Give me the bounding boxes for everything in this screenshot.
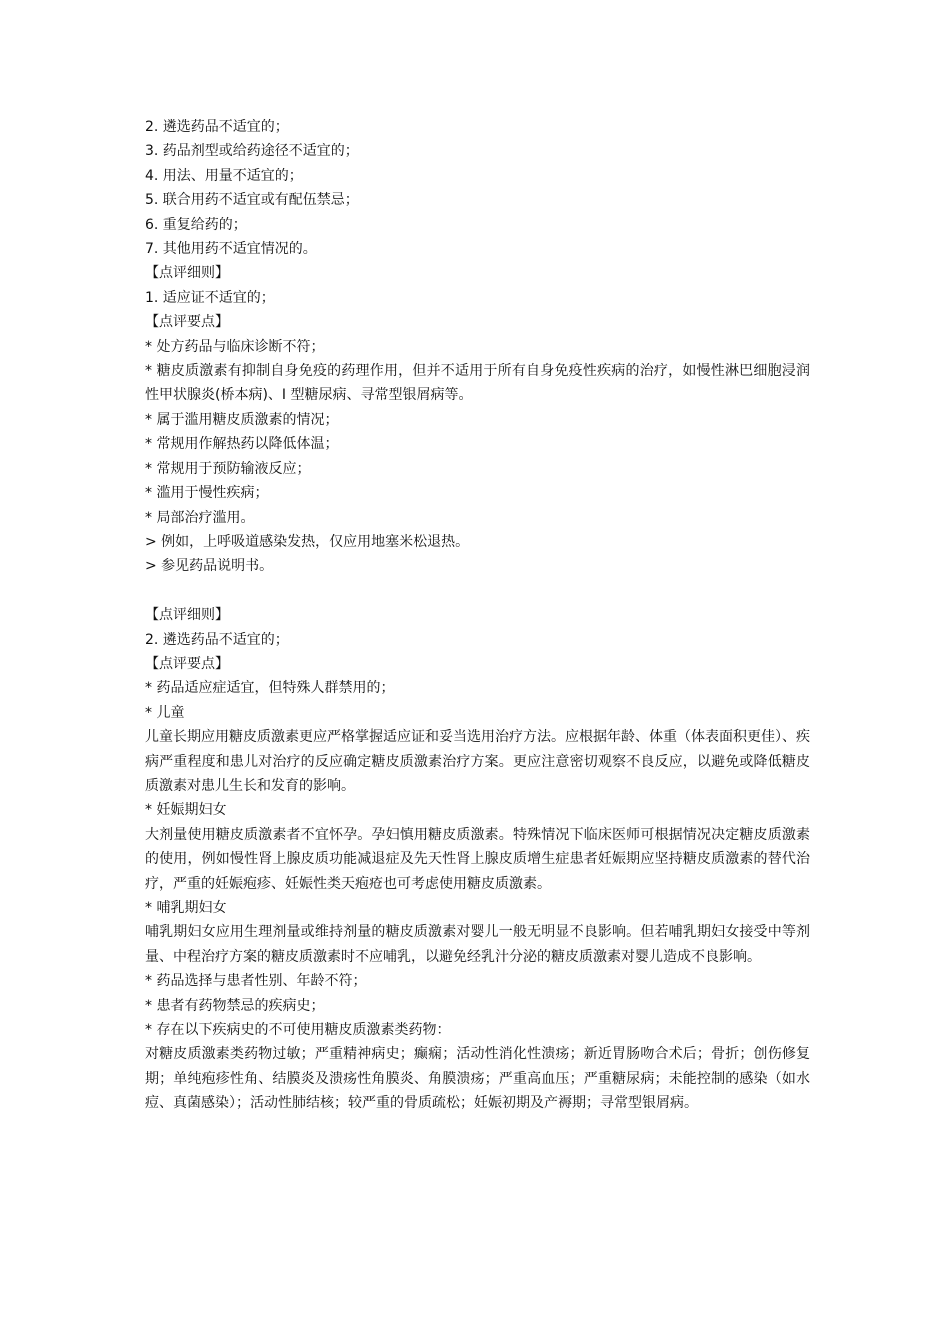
text-line: * 处方药品与临床诊断不符；: [145, 338, 325, 355]
text-line: * 存在以下疾病史的不可使用糖皮质激素类药物：: [145, 1022, 451, 1039]
text-line: * 药品选择与患者性别、年龄不符；: [145, 973, 367, 990]
paragraph: 哺乳期妇女应用生理剂量或维持剂量的糖皮质激素对婴儿一般无明显不良影响。但若哺乳期妇女接受中等剂量、中程治疗方案的糖皮质激素时不应哺乳，以避免经乳汁分泌的糖皮质激素对婴儿造成不良影响。: [145, 924, 810, 965]
text-line: 【点评细则】: [145, 265, 229, 282]
text-line: 2. 遴选药品不适宜的；: [145, 119, 289, 135]
text-line: > 例如，上呼吸道感染发热，仅应用地塞米松退热。: [145, 533, 470, 550]
text-line: 6. 重复给药的；: [145, 216, 247, 233]
blank-line: [145, 579, 810, 603]
paragraph: 儿童长期应用糖皮质激素更应严格掌握适应证和妥当选用治疗方法。应根据年龄、体重（体表面积更佳）、疾病严重程度和患儿对治疗的反应确定糖皮质激素治疗方案。更应注意密切观察不良反应，以避免或降低糖皮质激素对患儿生长和发育的影响。: [145, 729, 810, 794]
text-line: * 常规用于预防输液反应；: [145, 460, 311, 477]
text-line: 1. 适应证不适宜的；: [145, 289, 275, 306]
text-line: > 参见药品说明书。: [145, 558, 274, 575]
text-line: * 药品适应症适宜，但特殊人群禁用的；: [145, 680, 395, 697]
text-line: 【点评细则】: [145, 607, 229, 624]
paragraph: * 糖皮质激素有抑制自身免疫的药理作用，但并不适用于所有自身免疫性疾病的治疗，如慢性淋巴细胞浸润性甲状腺炎(桥本病)、I 型糖尿病、寻常型银屑病等。: [145, 363, 810, 404]
text-line: * 常规用作解热药以降低体温；: [145, 436, 339, 453]
text-line: * 属于滥用糖皮质激素的情况；: [145, 411, 339, 428]
text-line: 3. 药品剂型或给药途径不适宜的；: [145, 143, 359, 160]
text-line: 7. 其他用药不适宜情况的。: [145, 241, 317, 258]
text-line: 5. 联合用药不适宜或有配伍禁忌；: [145, 192, 359, 209]
text-line: 2. 遴选药品不适宜的；: [145, 631, 289, 648]
text-line: * 妊娠期妇女: [145, 802, 227, 819]
paragraph: 对糖皮质激素类药物过敏；严重精神病史；癫痫；活动性消化性溃疡；新近胃肠吻合术后；骨折；创伤修复期；单纯疱疹性角、结膜炎及溃疡性角膜炎、角膜溃疡；严重高血压；严重糖尿病；未能控制的感染（如水痘、真菌感染）；活动性肺结核；较严重的骨质疏松；妊娠初期及产褥期；寻常型银屑病。: [145, 1046, 810, 1112]
text-line: * 患者有药物禁忌的疾病史；: [145, 997, 325, 1014]
document-page: [145, 115, 810, 1116]
text-line: * 儿童: [145, 704, 185, 721]
text-line: * 局部治疗滥用。: [145, 509, 255, 526]
text-line: 【点评要点】: [145, 655, 229, 672]
text-line: * 滥用于慢性疾病；: [145, 485, 269, 502]
text-line: 4. 用法、用量不适宜的；: [145, 167, 303, 184]
text-line: 【点评要点】: [145, 314, 229, 331]
text-line: * 哺乳期妇女: [145, 899, 227, 916]
paragraph: 大剂量使用糖皮质激素者不宜怀孕。孕妇慎用糖皮质激素。特殊情况下临床医师可根据情况决定糖皮质激素的使用，例如慢性肾上腺皮质功能减退症及先天性肾上腺皮质增生症患者妊娠期应坚持糖皮质激素的替代治疗，严重的妊娠疱疹、妊娠性类天疱疮也可考虑使用糖皮质激素。: [145, 826, 810, 892]
